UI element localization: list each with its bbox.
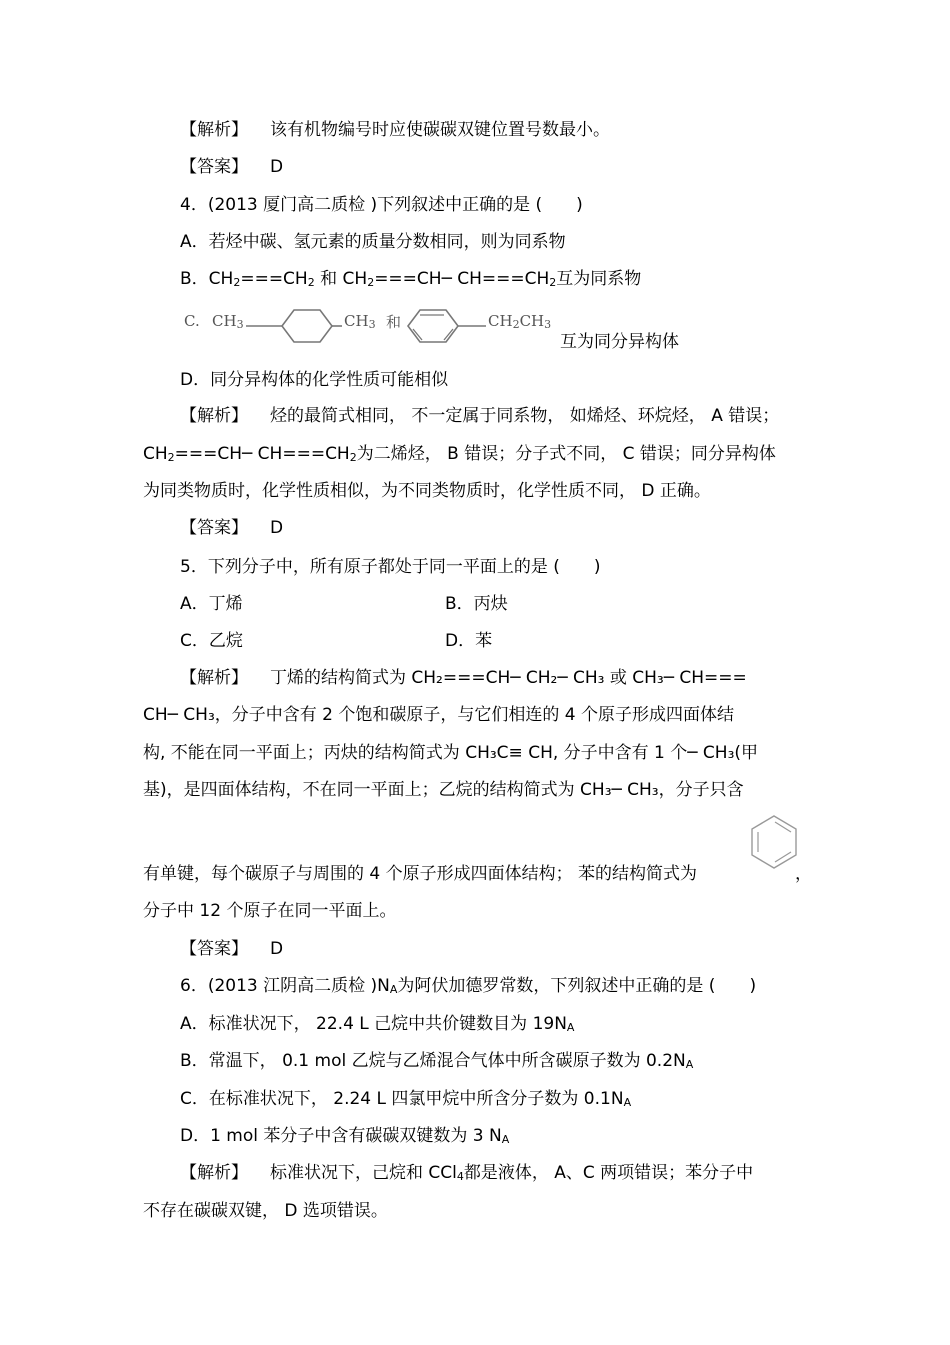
q4-option-b: B．$CH_2===CH_2$ 和 $CH_2===CH─$ $CH===CH_2$互为同系物 (180, 269, 642, 289)
analysis-tag: 【解析】 (180, 406, 248, 426)
q4-stem: 4．(2013 厦门高二质检 )下列叙述中正确的是 ( ) (180, 195, 583, 215)
q4-answer: 【答案】 D (180, 518, 284, 538)
q5-stem: 5．下列分子中，所有原子都处于同一平面上的是 ( ) (180, 557, 601, 577)
q6-option-d: D．1 mol 苯分子中含有碳碳双键数为 3 $N_A$ (180, 1126, 510, 1146)
q3-answer: 【答案】 D (180, 157, 284, 177)
analysis-tag: 【解析】 (180, 668, 248, 688)
cyclohexane-ring-icon (282, 310, 332, 342)
q4-option-a: A．若烃中碳、氢元素的质量分数相同，则为同系物 (180, 232, 566, 252)
answer-tag: 【答案】 (180, 518, 248, 538)
analysis-tag: 【解析】 (180, 1163, 248, 1183)
analysis-tag: 【解析】 (180, 120, 248, 140)
q4-analysis-2: $CH_2===CH─$ $CH===CH_2$为二烯烃， B 错误；分子式不同， C 错误；同分异构体 (143, 444, 776, 464)
q4-analysis-3: 为同类物质时，化学性质相似，为不同类物质时，化学性质不同， D 正确。 (143, 481, 711, 501)
q5-analysis-3: 构, 不能在同一平面上；丙炔的结构简式为 CH₃C≡ CH, 分子中含有 1 个─ CH₃(甲 (143, 743, 759, 763)
answer-tag: 【答案】 (180, 157, 248, 177)
q6-option-c: C．在标准状况下， 2.24 L 四氯甲烷中所含分子数为 $0.1N_A$ (180, 1089, 632, 1109)
q5-analysis-6: 分子中 12 个原子在同一平面上。 (143, 901, 397, 921)
q5-analysis-4: 基)，是四面体结构，不在同一平面上；乙烷的结构简式为 CH₃─ CH₃，分子只含 (143, 780, 744, 800)
q5-analysis-5-end: ， (795, 864, 812, 884)
q5-analysis-1: 【解析】 丁烯的结构简式为 CH₂===CH─ CH₂─ CH₃ 或 CH₃─ CH=== (180, 668, 747, 688)
q5-options-ab: A．丁烯 B．丙炔 (180, 594, 508, 614)
q6-analysis-1: 【解析】 标准状况下，己烷和 CCl$_4$都是液体， A、C 两项错误；苯分子中 (180, 1163, 754, 1183)
q6-option-b: B．常温下， 0.1 mol 乙烷与乙烯混合气体中所含碳原子数为 $0.2N_A$ (180, 1051, 694, 1071)
q3-analysis: 【解析】 该有机物编号时应使碳碳双键位置号数最小。 (180, 120, 610, 140)
q5-answer: 【答案】 D (180, 939, 284, 959)
q4-option-c: C. $CH_3$ $CH_3$ 和 $CH_2CH_3$ 互为同分异构体 (180, 300, 700, 360)
q4-analysis-1: 【解析】 烃的最简式相同， 不一定属于同系物， 如烯烃、环烷烃， A 错误； (180, 406, 780, 426)
q6-option-a: A．标准状况下， 22.4 L 己烷中共价键数目为 $19N_A$ (180, 1014, 575, 1034)
q5-options-cd: C．乙烷 D．苯 (180, 631, 493, 651)
q4-option-d: D．同分异构体的化学性质可能相似 (180, 370, 449, 390)
answer-tag: 【答案】 (180, 939, 248, 959)
q6-stem: 6．(2013 江阴高二质检 )$N_A$为阿伏加德罗常数，下列叙述中正确的是 ( ) (180, 976, 757, 996)
q6-analysis-2: 不存在碳碳双键， D 选项错误。 (143, 1201, 388, 1221)
q5-analysis-5: 有单键，每个碳原子与周围的 4 个原子形成四面体结构； 苯的结构简式为 (143, 864, 698, 884)
q5-analysis-2: CH─ CH₃，分子中含有 2 个饱和碳原子，与它们相连的 4 个原子形成四面体结 (143, 705, 735, 725)
